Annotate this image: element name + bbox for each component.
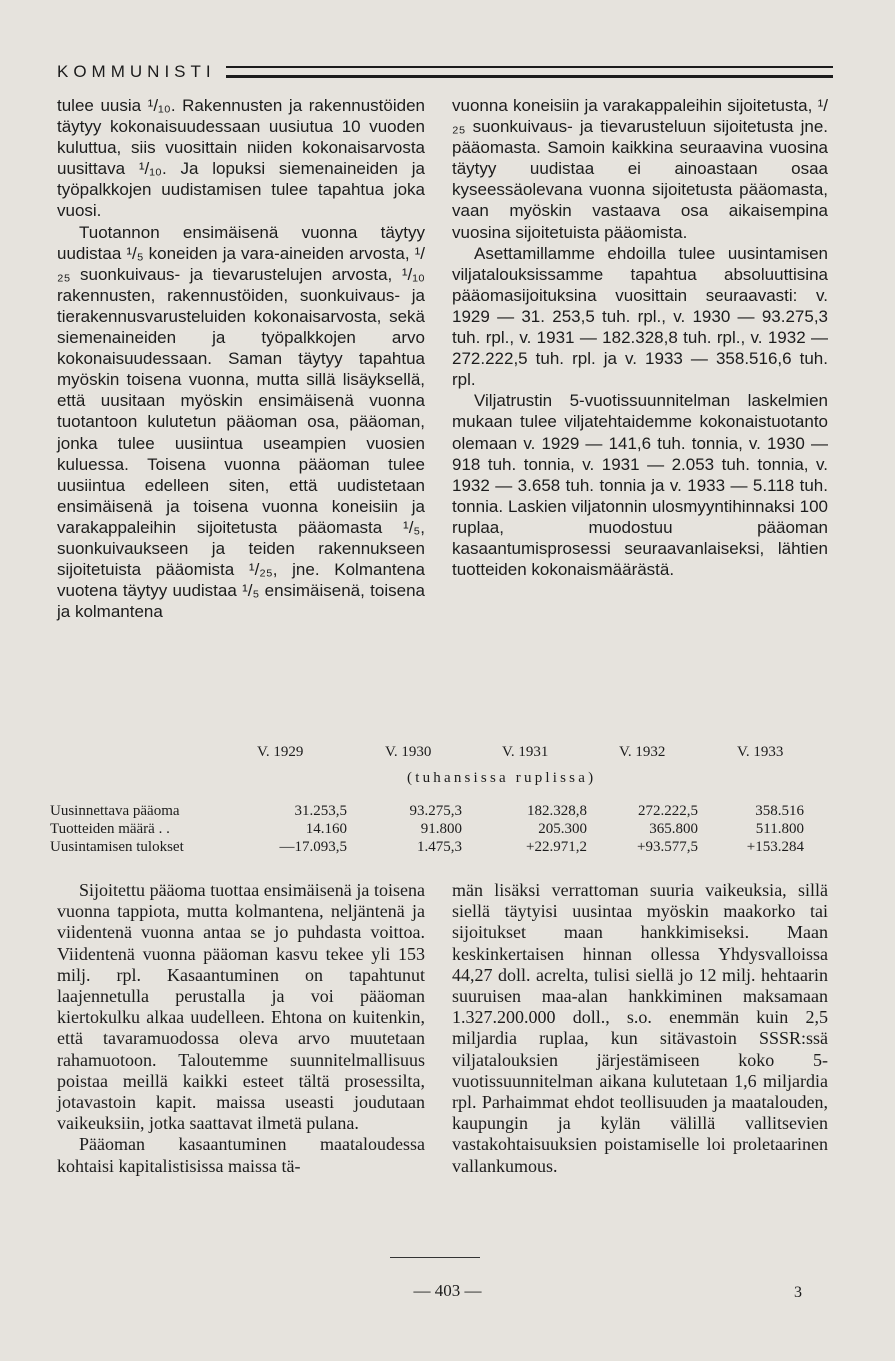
- page-number: — 403 —: [413, 1281, 482, 1300]
- journal-title: KOMMUNISTI: [57, 62, 216, 81]
- table-row: [50, 803, 840, 821]
- table-cell: 205.300: [538, 821, 587, 837]
- table-cell: 1.475,3: [417, 839, 462, 855]
- column-top-right: [452, 95, 828, 580]
- paragraph: tulee uusia ¹/₁₀. Rakennusten ja rakennustöiden täytyy kokonaisuudessaan uusiutua 10 vuoden kuluttua, siis vuosittain niiden kokonaisarvosta uusittava ¹/₁₀. Ja lopuksi siemenaineiden ja työpalkkojen uudistamisen tulee tapahtua joka vuosi.: [57, 96, 425, 221]
- table-year-header: V. 1933: [737, 744, 784, 760]
- paragraph: Pääoman kasaantuminen maataloudessa kohtaisi kapitalistisissa maissa tä-: [57, 1134, 425, 1176]
- table-year-header: V. 1930: [385, 744, 432, 760]
- footer-rule: [390, 1257, 480, 1258]
- table-row-label: Uusintamisen tulokset: [50, 839, 184, 855]
- running-header: [57, 60, 833, 84]
- table-cell: 93.275,3: [409, 803, 462, 819]
- table-cell: 365.800: [649, 821, 698, 837]
- table-cell: —17.093,5: [279, 839, 347, 855]
- column-bottom-right: [452, 880, 828, 1177]
- table-cell: +153.284: [746, 839, 804, 855]
- paragraph: vuonna koneisiin ja varakappaleihin sijoitetusta, ¹/₂₅ suonkuivaus- ja tievarusteluun sijoitetusta jne. pääomasta. Samoin kaikkina seuraavina vuosina täytyy uudistaa ei ainoastaan osaa kyseessäolevana vuonna sijoitetusta pääomasta, vaan myöskin vastaava osa aikaisempina vuosina sijoitetuista pääomista.: [452, 96, 828, 242]
- column-bottom-left: [57, 880, 425, 1177]
- table-year-header: V. 1932: [619, 744, 666, 760]
- table-year-header: V. 1931: [502, 744, 549, 760]
- table-row: [50, 839, 840, 857]
- paragraph: Tuotannon ensimäisenä vuonna täytyy uudistaa ¹/₅ koneiden ja vara-aineiden arvosta, ¹/₂₅ suonkuivaus- ja tievarustelujen arvosta, ¹/₁₀ rakennusten, rakennustöiden, suonkuivaus- ja tierakennusvarusteluiden kokonaisarvosta, sekä siemenaineiden ja työpalkkojen arvo kokonaisuudessaan. Saman täytyy tapahtua myöskin toisena vuonna, mutta sillä lisäyksellä, että uusitaan myöskin ensimäisenä vuonna tuotantoon kulutetun pääoman osa, pääoman, jonka tulee uusiintua useampien vuosien kuluessa. Toisena vuonna pääoman tulee uusiintua edelleen siten, että uudistetaan ensimäisenä ja toisena vuonna koneisiin ja varakappaleihin sijoitetusta pääomasta ¹/₅, suonkuivaukseen ja teiden rakennukseen sijoitetuista pääomista ¹/₂₅, jne. Kolmantena vuotena täytyy uudistaa ¹/₅ ensimäisenä, toisena ja kolmantena: [57, 222, 425, 622]
- table-cell: 358.516: [755, 803, 804, 819]
- table-cell: 182.328,8: [527, 803, 587, 819]
- table-row: [50, 821, 840, 839]
- table-cell: +93.577,5: [637, 839, 698, 855]
- paragraph: män lisäksi verrattoman suuria vaikeuksia, sillä siellä täytyisi uusintaa myöskin maakorko tai sijoitukset maan hankkimiseksi. Maan keskinkertaisen hinnan ollessa Yhdysvalloissa 44,27 doll. acrelta, tulisi siellä jo 12 milj. hehtaarin suuruisen maa-alan hankkiminen maksamaan 1.327.200.000 doll., s.o. enemmän kuin 2,5 miljardia ruplaa, kun sitävastoin SSSR:ssä viljatalouksien järjestämiseen koko 5-vuotissuunnitelman aikana kulutetaan 1,6 miljardia rpl. Parhaimmat ehdot teollisuuden ja maatalouden, kaupungin ja kylän välillä vallitsevien vastakohtaisuuksien poistamiselle loi proletaarinen vallankumous.: [452, 880, 828, 1176]
- table-cell: 14.160: [305, 821, 347, 837]
- table-cell: +22.971,2: [526, 839, 587, 855]
- table-cell: 31.253,5: [294, 803, 347, 819]
- table-cell: 272.222,5: [638, 803, 698, 819]
- paragraph: Sijoitettu pääoma tuottaa ensimäisenä ja toisena vuonna tappiota, mutta kolmantena, neljäntenä ja viidentenä vuonna antaa se jo puhdasta voittoa. Viidentenä vuonna pääoman kasvu tekee yli 153 milj. rpl. Kasaantuminen on tapahtunut laajennetulla perustalla ja voi pääoman kiertokulku alkaa uudelleen. Ehtona on kuitenkin, että tavaramuodossa oleva arvo muutetaan rahamuotoon. Taloutemme suunnitelmallisuus poistaa meillä kaikki esteet tältä prosessilta, jotavastoin kapit. maissa useasti joudutaan vaikeuksiin, jotka saattavat ilmetä pulana.: [57, 880, 425, 1134]
- table-row-label: Uusinnettava pääoma: [50, 803, 180, 819]
- table-cell: 511.800: [755, 821, 804, 837]
- table-unit-caption: (tuhansissa ruplissa): [407, 770, 597, 786]
- table-row-label: Tuotteiden määrä . .: [50, 821, 170, 837]
- paragraph: Asettamillamme ehdoilla tulee uusintamisen viljatalouksissamme tapahtua absoluuttisina pääomasijoituksina vuosittain seuraavasti: v. 1929 — 31. 253,5 tuh. rpl., v. 1930 — 93.275,3 tuh. rpl., v. 1931 — 182.328,8 tuh. rpl., v. 1932 — 272.222,5 tuh. rpl. ja v. 1933 — 358.516,6 tuh. rpl.: [452, 243, 828, 390]
- table-year-header: V. 1929: [257, 744, 304, 760]
- paragraph: Viljatrustin 5-vuotissuunnitelman laskelmien mukaan tulee viljatehtaidemme kokonaistuotanto olemaan v. 1929 — 141,6 tuh. tonnia, v. 1930 — 918 tuh. tonnia, v. 1931 — 2.053 tuh. tonnia, v. 1932 — 3.658 tuh. tonnia ja v. 1933 — 5.118 tuh. tonnia. Laskien viljatonnin ulosmyyntihinnaksi 100 ruplaa, muodostuu pääoman kasaantumisprosessi seuraavanlaiseksi, lähtien tuotteiden kokonaismäärästä.: [452, 391, 828, 580]
- sheet-number: 3: [794, 1284, 802, 1301]
- table-cell: 91.800: [420, 821, 462, 837]
- header-rule: [226, 66, 833, 78]
- column-top-left: [57, 95, 425, 622]
